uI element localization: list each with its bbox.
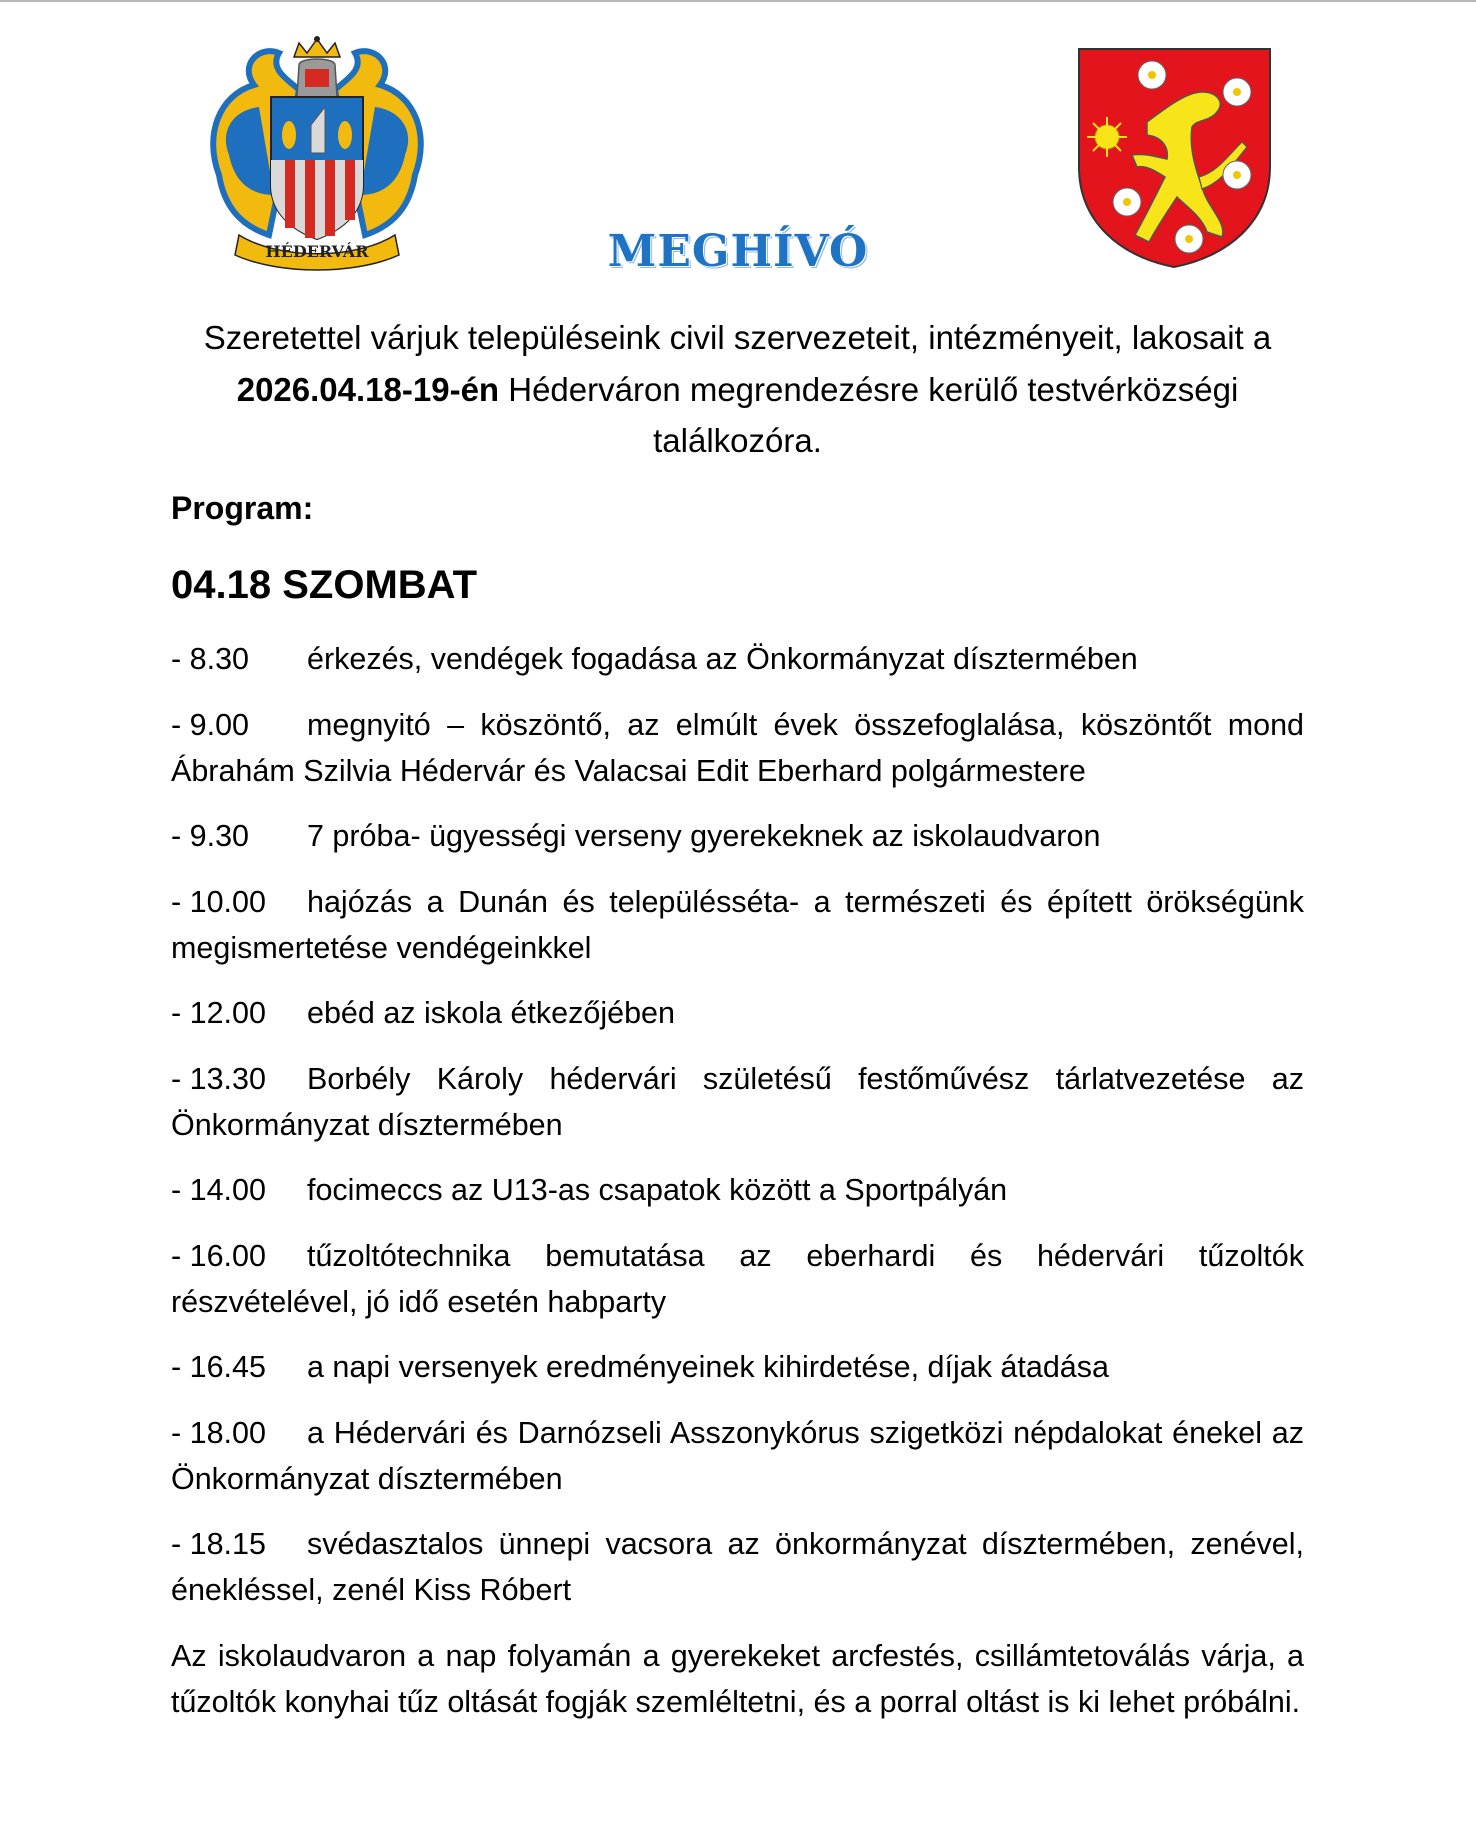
item-text: hajózás a Dunán és településséta- a természeti és épített örökségünk megismertetése vendégeinkkel [171, 884, 1304, 965]
intro-text-end: Héderváron megrendezésre kerülő testvérközségi találkozóra. [499, 370, 1239, 459]
schedule-item [171, 813, 1304, 859]
item-time: - 13.30 [171, 1061, 266, 1096]
crest-label: HÉDERVÁR [265, 242, 369, 261]
item-time: - 18.00 [171, 1415, 266, 1450]
item-text: a Hédervári és Darnózseli Asszonykórus szigetközi népdalokat énekel az Önkormányzat dísztermében [171, 1415, 1304, 1496]
item-text: 7 próba- ügyességi verseny gyerekeknek az iskolaudvaron [307, 819, 1101, 853]
item-text: ebéd az iskola étkezőjében [307, 996, 675, 1030]
schedule-item [171, 702, 1304, 794]
item-text: megnyitó – köszöntő, az elmúlt évek összefoglalása, köszöntőt mond Ábrahám Szilvia Hédervár és Valacsai Edit Eberhard polgármestere [171, 707, 1304, 788]
schedule-item [171, 636, 1304, 682]
item-time: - 18.15 [171, 1527, 266, 1561]
top-border [0, 0, 1476, 2]
item-time: - 9.00 [171, 707, 249, 742]
program-label: Program: [171, 490, 314, 526]
schedule-item [171, 990, 1304, 1036]
schedule-list [171, 636, 1304, 1725]
intro-paragraph [171, 312, 1304, 467]
item-text: Borbély Károly hédervári születésű festőművész tárlatvezetése az Önkormányzat dísztermében [171, 1061, 1304, 1142]
day-heading: 04.18 SZOMBAT [171, 563, 477, 607]
item-time: - 9.30 [171, 819, 249, 853]
event-date: 2026.04.18-19-én [236, 370, 500, 408]
closing-note: Az iskolaudvaron a nap folyamán a gyerekeket arcfestés, csillámtetoválás várja, a tűzoltók konyhai tűz oltását fogják szemléltetni, és a porral oltást is ki lehet próbálni. [171, 1638, 1304, 1719]
item-text: tűzoltótechnika bemutatása az eberhardi és hédervári tűzoltók részvételével, jó idő esetén habparty [171, 1238, 1304, 1319]
invitation-title: MEGHÍVÓ [607, 226, 869, 277]
item-time: - 16.00 [171, 1238, 266, 1273]
schedule-item [171, 1521, 1304, 1613]
schedule-item [171, 879, 1304, 971]
item-time: - 10.00 [171, 884, 266, 919]
schedule-item [171, 1233, 1304, 1325]
item-time: - 16.45 [171, 1350, 266, 1384]
schedule-item [171, 1056, 1304, 1148]
item-time: - 12.00 [171, 996, 266, 1030]
item-text: érkezés, vendégek fogadása az Önkormányzat dísztermében [307, 642, 1138, 676]
item-time: - 8.30 [171, 642, 249, 676]
schedule-item [171, 1410, 1304, 1502]
item-text: svédasztalos ünnepi vacsora az önkormányzat dísztermében, zenével, énekléssel, zenél Kiss Róbert [171, 1527, 1304, 1607]
schedule-item [171, 1167, 1304, 1213]
intro-text-start: Szeretettel várjuk településeink civil szervezeteit, intézményeit, lakosait a [203, 319, 1272, 356]
schedule-item [171, 1344, 1304, 1390]
item-text: focimeccs az U13-as csapatok között a Sportpályán [307, 1173, 1008, 1207]
item-time: - 14.00 [171, 1173, 266, 1207]
item-text: a napi versenyek eredményeinek kihirdetése, díjak átadása [307, 1350, 1109, 1384]
